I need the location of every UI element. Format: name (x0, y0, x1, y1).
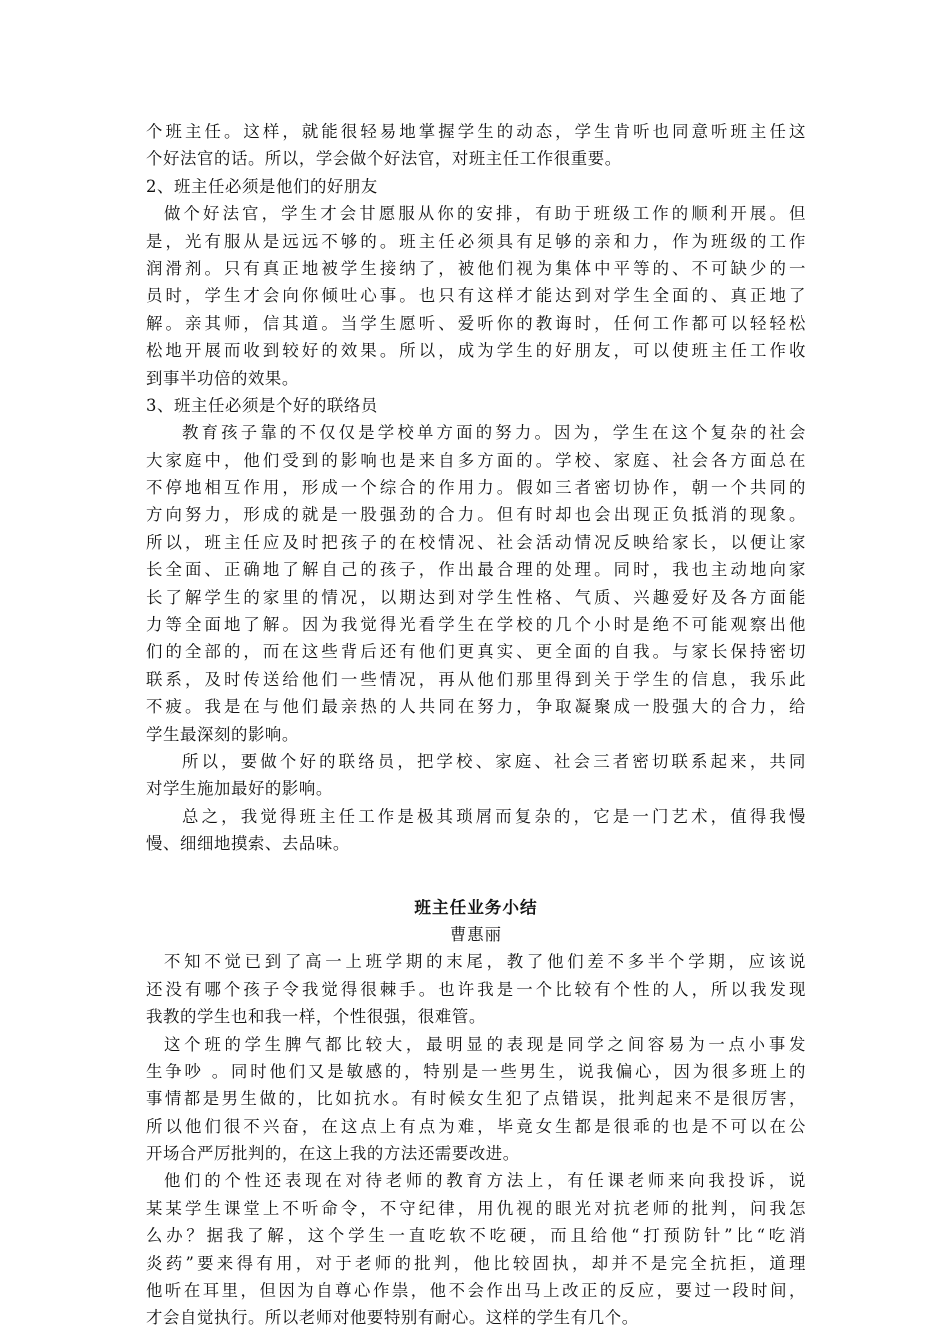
text-line: 教育孩子靠的不仅仅是学校单方面的努力。因为，学生在这个复杂的社会 (182, 423, 806, 443)
text-line: 事情都是男生做的，比如抗水。有时候女生犯了点错误，批判起来不是很厉害， (146, 1089, 806, 1109)
text-line: 们的全部的，而在这些背后还有他们更真实、更全面的自我。与家长保持密切 (146, 642, 806, 662)
text-line: 所以，班主任应及时把孩子的在校情况、社会活动情况反映给家长，以便让家 (146, 532, 806, 552)
subheading-liaison: 3、班主任必须是个好的联络员 (146, 395, 378, 415)
text-line: 不疲。我是在与他们最亲热的人共同在努力，争取凝聚成一股强大的合力，给 (146, 697, 806, 717)
paragraph-intro-first (146, 948, 806, 975)
document-page (146, 118, 806, 1332)
text-line: 我教的学生也和我一样，个性很强，很难管。 (146, 1007, 486, 1027)
article-author: 曹惠丽 (449, 924, 503, 944)
text-line: 总之，我觉得班主任工作是极其琐屑而复杂的，它是一门艺术，值得我慢 (182, 806, 806, 826)
text-line: 不知不觉已到了高一上班学期的末尾，教了他们差不多半个学期，应该说 (164, 952, 806, 972)
text-line: 是，光有服从是远远不够的。班主任必须具有足够的亲和力，作为班级的工作 (146, 231, 806, 251)
text-line: 他听在耳里，但因为自尊心作祟，他不会作出马上改正的反应，要过一段时间， (146, 1281, 806, 1301)
text-line: 力等全面地了解。因为我觉得光看学生在学校的几个小时是绝不可能观察出他 (146, 615, 806, 635)
section-2 (146, 894, 806, 1332)
text-line: 到事半功倍的效果。 (146, 368, 299, 388)
text-line: 大家庭中，他们受到的影响也是来自多方面的。学校、家庭、社会各方面总在 (146, 450, 806, 470)
paragraph-personality (146, 1195, 806, 1332)
paragraph-good-friend (146, 200, 806, 227)
paragraph-liaison-first (146, 419, 806, 446)
text-line: 学生最深刻的影响。 (146, 724, 299, 744)
text-line: 才会自觉执行。所以老师对他要特别有耐心。这样的学生有几个。 (146, 1308, 639, 1328)
paragraph-temper (146, 1058, 806, 1168)
paragraph-conclusion (146, 830, 806, 857)
text-line: 方向努力，形成的就是一股强劲的合力。但有时却也会出现正负抵消的现象。 (146, 505, 806, 525)
text-line: 所以他们很不兴奋，在这点上有点为难，毕竟女生都是很乖的也是不可以在公 (146, 1116, 806, 1136)
text-line: 他们的个性还表现在对待老师的教育方法上，有任课老师来向我投诉，说 (164, 1171, 806, 1191)
subheading-good-friend: 2、班主任必须是他们的好朋友 (146, 176, 378, 196)
paragraph-intro (146, 976, 806, 1031)
text-line: 联系，及时传送给他们一些情况，再从他们那里得到关于学生的信息，我乐此 (146, 669, 806, 689)
text-line: 长了解学生的家里的情况，以期达到对学生性格、气质、兴趣爱好及各方面能 (146, 587, 806, 607)
paragraph-liaison-summary (146, 775, 806, 802)
text-line: 个班主任。这样，就能很轻易地掌握学生的动态，学生肯听也同意听班主任这 (146, 122, 806, 141)
text-line: 个好法官的话。所以，学会做个好法官，对班主任工作很重要。 (146, 149, 622, 169)
text-line: 慢、细细地摸索、去品味。 (146, 834, 350, 854)
intro-paragraph (146, 118, 806, 173)
section-1 (146, 118, 806, 858)
article-title: 班主任业务小结 (414, 897, 538, 917)
text-line: 长全面、正确地了解自己的孩子，作出最合理的处理。同时，我也主动地向家 (146, 560, 806, 580)
paragraph-liaison (146, 447, 806, 748)
section-spacer (146, 858, 806, 894)
text-line: 松地开展而收到较好的效果。所以，成为学生的好朋友，可以使班主任工作收 (146, 341, 806, 361)
paragraph-conclusion-first (146, 803, 806, 830)
text-line: 解。亲其师，信其道。当学生愿听、爱听你的教诲时，任何工作都可以轻轻松 (146, 313, 806, 333)
text-line: 生争吵 。同时他们又是敏感的，特别是一些男生，说我偏心，因为很多班上的 (146, 1061, 806, 1081)
paragraph-liaison-summary-first (146, 748, 806, 775)
text-line: 么办？据我了解，这个学生一直吃软不吃硬，而且给他“打预防针”比“吃消 (146, 1226, 806, 1246)
text-line: 所以，要做个好的联络员，把学校、家庭、社会三者密切联系起来，共同 (182, 751, 806, 771)
text-line: 做个好法官，学生才会甘愿服从你的安排，有助于班级工作的顺利开展。但 (164, 204, 806, 224)
text-line: 某某学生课堂上不听命令，不守纪律，用仇视的眼光对抗老师的批判，问我怎 (146, 1198, 806, 1218)
text-line: 开场合严厉批判的，在这上我的方法还需要改进。 (146, 1144, 520, 1164)
text-line: 员时，学生才会向你倾吐心事。也只有这样才能达到对学生全面的、真正地了 (146, 286, 806, 306)
text-line: 对学生施加最好的影响。 (146, 779, 333, 799)
paragraph-temper-first (146, 1031, 806, 1058)
text-line: 不停地相互作用，形成一个综合的作用力。假如三者密切协作，朝一个共同的 (146, 478, 806, 498)
text-line: 炎药”要来得有用，对于老师的批判，他比较固执，却并不是完全抗拒，道理 (146, 1253, 806, 1273)
paragraph-good-friend-cont (146, 228, 806, 392)
text-line: 还没有哪个孩子令我觉得很棘手。也许我是一个比较有个性的人，所以我发现 (146, 979, 806, 999)
text-line: 这个班的学生脾气都比较大，最明显的表现是同学之间容易为一点小事发 (164, 1034, 806, 1054)
paragraph-personality-first (146, 1167, 806, 1194)
text-line: 润滑剂。只有真正地被学生接纳了，被他们视为集体中平等的、不可缺少的一 (146, 258, 806, 278)
